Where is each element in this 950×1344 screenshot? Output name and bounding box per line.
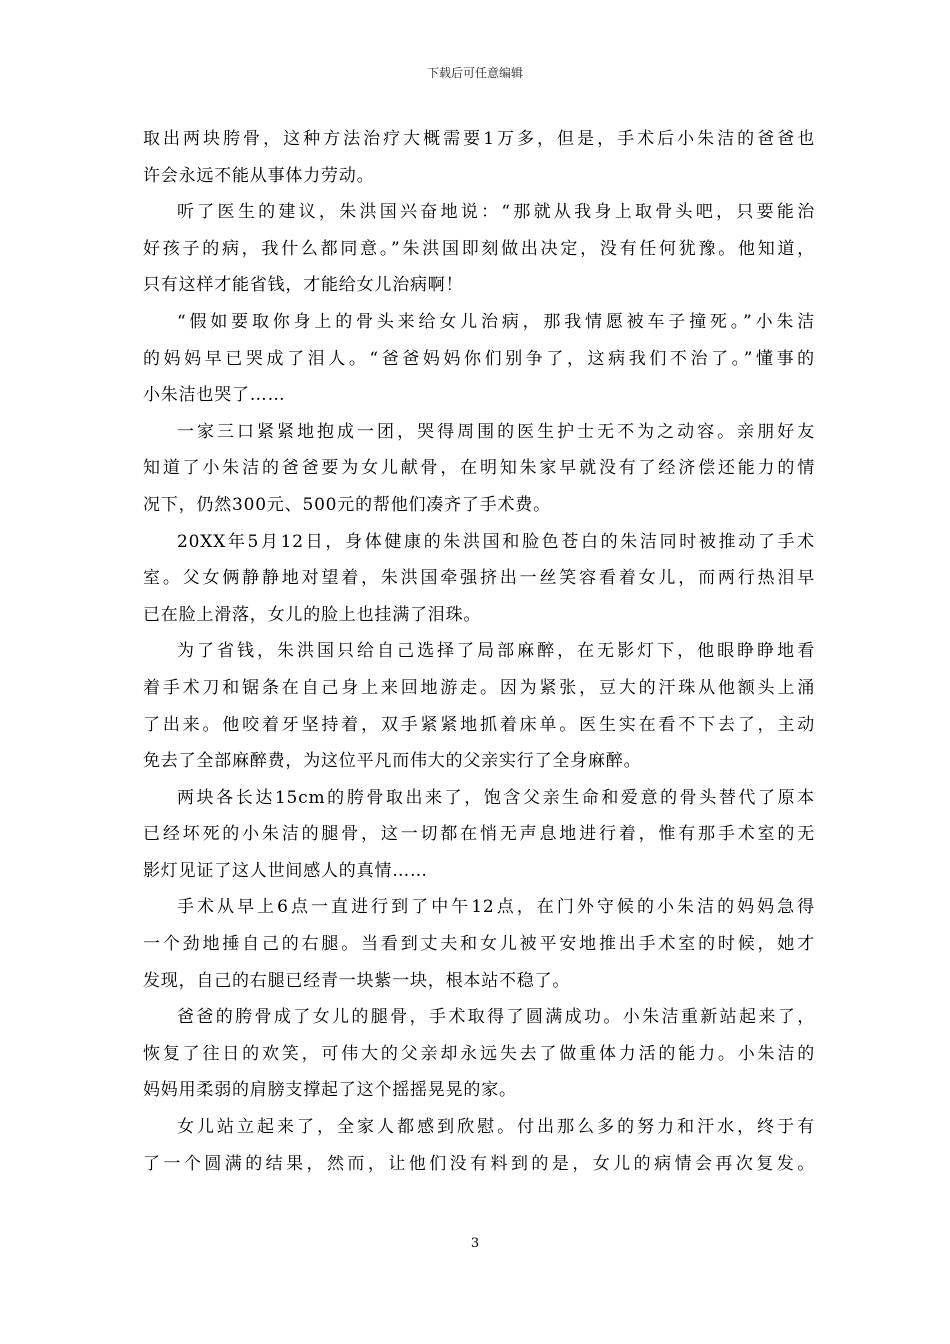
paragraph xyxy=(143,892,815,1002)
text-line: 为了省钱，朱洪国只给自己选择了局部麻醉，在无影灯下，他眼睁睁地看 xyxy=(177,641,815,662)
paragraph xyxy=(143,417,815,527)
text-line: 了一个圆满的结果，然而，让他们没有料到的是，女儿的病情会再次复发。 xyxy=(143,1153,815,1174)
text-line: 听了医生的建议，朱洪国兴奋地说：“那就从我身上取骨头吧，只要能治 xyxy=(177,202,815,223)
text-line: 只有这样才能省钱，才能给女儿治病啊！ xyxy=(143,275,464,296)
text-line: 手术从早上6点一直进行到了中午12点，在门外守候的小朱洁的妈妈急得 xyxy=(177,897,815,918)
text-line: 好孩子的病，我什么都同意。”朱洪国即刻做出决定，没有任何犹豫。他知道， xyxy=(143,238,815,259)
text-line: 女儿站立起来了，全家人都感到欣慰。付出那么多的努力和汗水，终于有 xyxy=(177,1117,815,1138)
paragraph xyxy=(143,636,815,782)
text-line: 20XX年5月12日，身体健康的朱洪国和脸色苍白的朱洁同时被推动了手术 xyxy=(177,531,815,552)
paragraph xyxy=(143,783,815,893)
text-line: 发现，自己的右腿已经青一块紫一块，根本站不稳了。 xyxy=(143,970,571,991)
text-line: 的妈妈早已哭成了泪人。“爸爸妈妈你们别争了，这病我们不治了。”懂事的 xyxy=(143,348,815,369)
paragraph xyxy=(143,307,815,417)
paragraph xyxy=(143,197,815,307)
text-line: 影灯见证了这人世间感人的真情…… xyxy=(143,860,428,881)
text-line: 一家三口紧紧地抱成一团，哭得周围的医生护士无不为之动容。亲朋好友 xyxy=(177,421,815,442)
text-line: 免去了全部麻醉费，为这位平凡而伟大的父亲实行了全身麻醉。 xyxy=(143,751,642,772)
text-line: 妈妈用柔弱的肩膀支撑起了这个摇摇晃晃的家。 xyxy=(143,1080,517,1101)
text-line: 已在脸上滑落，女儿的脸上也挂满了泪珠。 xyxy=(143,604,482,625)
text-line: “假如要取你身上的骨头来给女儿治病，那我情愿被车子撞死。”小朱洁 xyxy=(177,311,815,332)
text-line: 小朱洁也哭了…… xyxy=(143,385,286,406)
text-line: 着手术刀和锯条在自己身上来回地游走。因为紧张，豆大的汗珠从他额头上涌 xyxy=(143,677,815,698)
text-line: 许会永远不能从事体力劳动。 xyxy=(143,165,375,186)
paragraph xyxy=(143,1002,815,1112)
paragraph xyxy=(143,124,815,197)
text-line: 室。父女俩静静地对望着，朱洪国牵强挤出一丝笑容看着女儿，而两行热泪早 xyxy=(143,568,815,589)
paragraph xyxy=(143,527,815,637)
text-line: 取出两块胯骨，这种方法治疗大概需要1万多，但是，手术后小朱洁的爸爸也 xyxy=(143,129,815,149)
text-line: 爸爸的胯骨成了女儿的腿骨，手术取得了圆满成功。小朱洁重新站起来了， xyxy=(177,1007,815,1028)
text-line: 知道了小朱洁的爸爸要为女儿献骨，在明知朱家早就没有了经济偿还能力的情 xyxy=(143,458,815,479)
text-line: 况下，仍然300元、500元的帮他们凑齐了手术费。 xyxy=(143,494,551,515)
text-line: 已经坏死的小朱洁的腿骨，这一切都在悄无声息地进行着，惟有那手术室的无 xyxy=(143,824,815,845)
paragraph xyxy=(143,1112,815,1185)
text-line: 一个劲地捶自己的右腿。当看到丈夫和女儿被平安地推出手术室的时候，她才 xyxy=(143,934,815,955)
text-line: 恢复了往日的欢笑，可伟大的父亲却永远失去了做重体力活的能力。小朱洁的 xyxy=(143,1043,815,1064)
text-line: 两块各长达15cm的胯骨取出来了，饱含父亲生命和爱意的骨头替代了原本 xyxy=(177,787,815,808)
text-line: 了出来。他咬着牙坚持着，双手紧紧地抓着床单。医生实在看不下去了，主动 xyxy=(143,714,815,735)
page-number: 3 xyxy=(470,1236,480,1251)
page-header: 下载后可任意编辑 xyxy=(426,66,523,80)
document-body xyxy=(143,124,815,1185)
